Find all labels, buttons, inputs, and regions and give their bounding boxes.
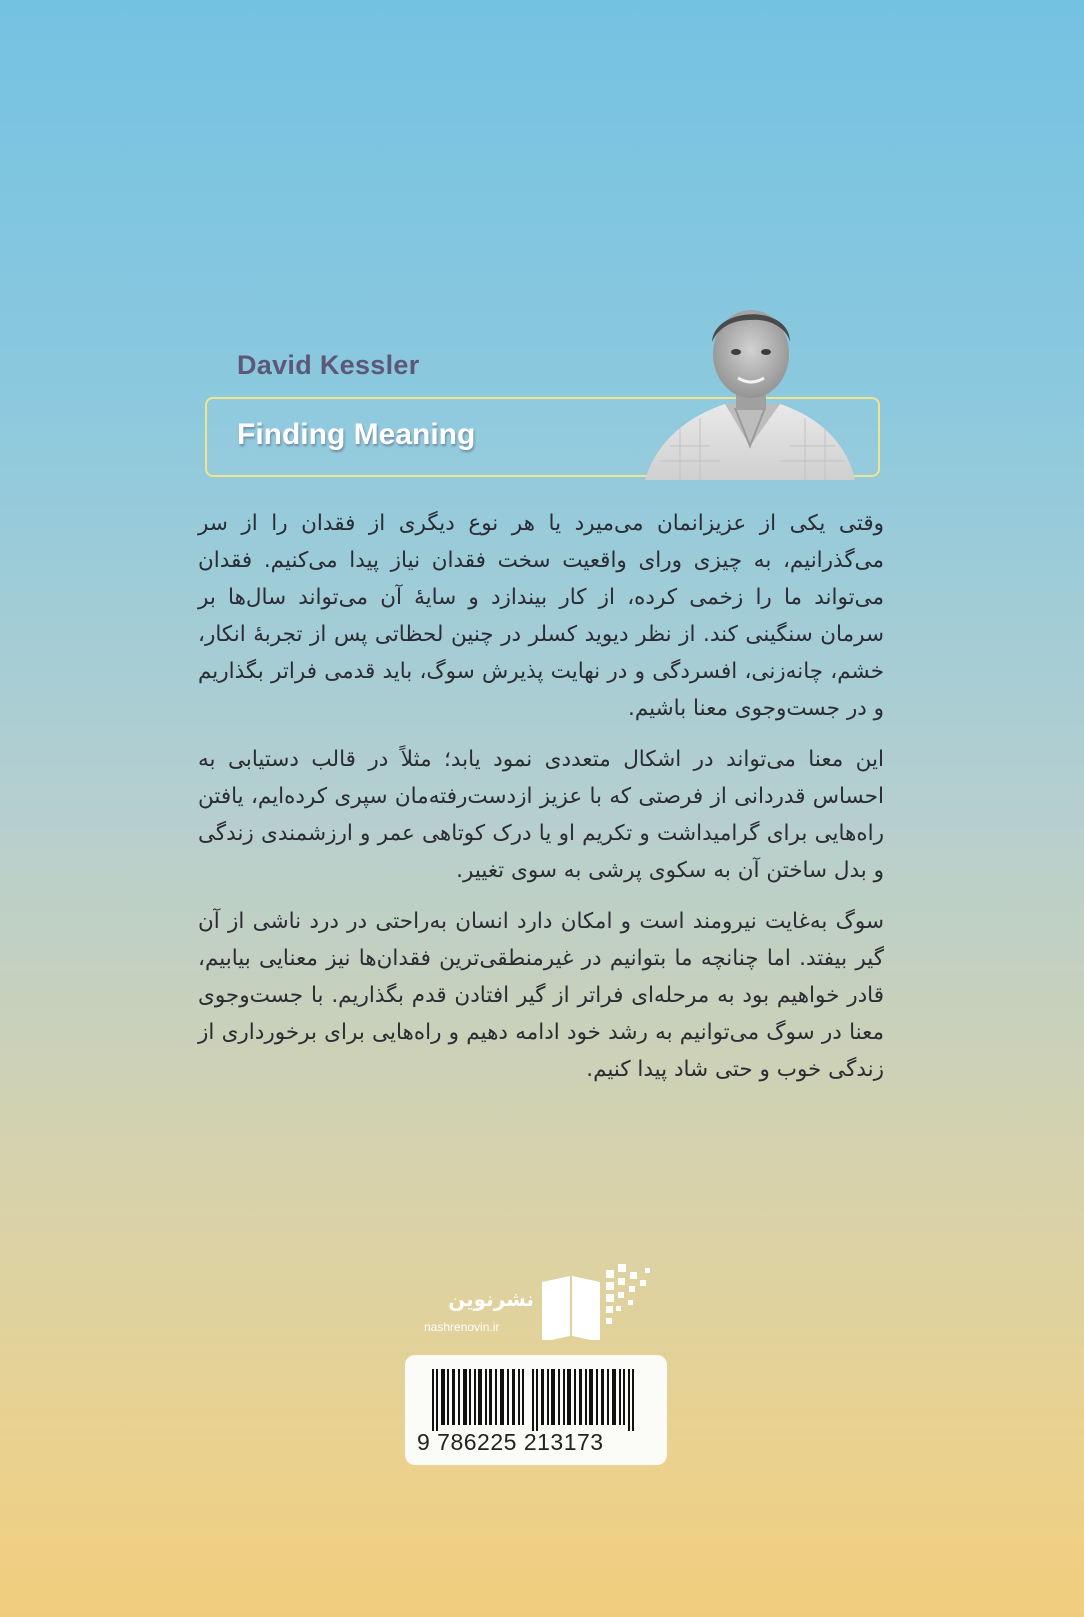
publisher-url: nashrenovin.ir [424, 1320, 500, 1334]
author-name: David Kessler [237, 350, 420, 380]
publisher-name: نشرنوین [448, 1287, 534, 1311]
barcode-number: 9 786225 213173 [417, 1429, 604, 1455]
book-title: Finding Meaning [237, 418, 476, 451]
barcode-bars-icon [432, 1369, 642, 1431]
blurb-text [198, 505, 884, 1102]
barcode [405, 1355, 667, 1465]
blurb-paragraph-3: سوگ به‌غایت نیرومند است و امکان دارد انسان به‌راحتی در درد ناشی از آن گیر بیفتد. اما چنانچه ما بتوانیم در غیرمنطقی‌ترین فقدان‌ها نیز معنایی بیابیم، قادر خواهیم بود به مرحله‌ای فراتر از گیر افتادن قدم بگذاریم. با جست‌وجوی معنا در سوگ می‌توانیم به رشد خود ادامه دهیم و راه‌هایی برای برخورداری از زندگی خوب و حتی شاد پیدا کنیم. [198, 909, 884, 1082]
blurb-paragraph-1: وقتی یکی از عزیزانمان می‌میرد یا هر نوع دیگری از فقدان را از سر می‌گذرانیم، به چیزی ورای واقعیت سخت فقدان نیاز پیدا می‌کنیم. فقدان می‌تواند ما را زخمی کرده، از کار بیندازد و سایهٔ آن می‌تواند سال‌ها بر سرمان سنگینی کند. از نظر دیوید کسلر در چنین لحظاتی پس از تجربهٔ انکار، خشم، چانه‌زنی، افسردگی و در نهایت پذیرش سوگ، باید قدمی فراتر بگذاریم و در جست‌وجوی معنا باشیم. [198, 511, 884, 721]
author-photo [640, 296, 860, 480]
blurb-paragraph-2: این معنا می‌تواند در اشکال متعددی نمود یابد؛ مثلاً در قالب دستیابی به احساس قدردانی از فرصتی که با عزیز ازدست‌رفته‌مان سپری کرده‌ایم، یافتن راه‌هایی برای گرامیداشت و تکریم او یا درک کوتاهی عمر و ارزشمندی زندگی و بدل ساختن آن به سکوی پرشی به سوی تغییر. [198, 747, 884, 883]
